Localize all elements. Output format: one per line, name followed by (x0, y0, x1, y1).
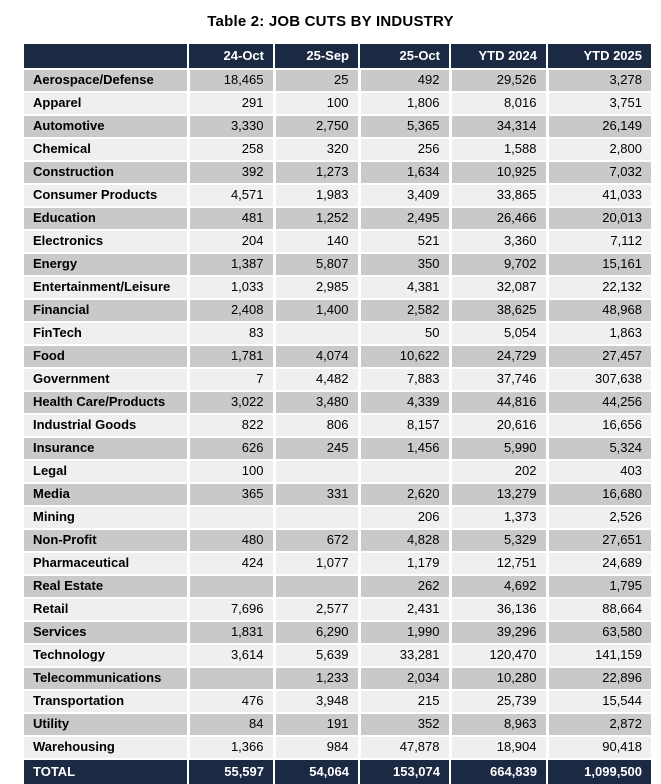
total-row (24, 759, 651, 784)
table-row (24, 299, 651, 322)
value-cell: 492 (359, 69, 450, 92)
value-cell: 202 (450, 460, 547, 483)
industry-label: Entertainment/Leisure (24, 276, 188, 299)
value-cell: 29,526 (450, 69, 547, 92)
value-cell: 33,281 (359, 644, 450, 667)
total-value-cell: 153,074 (359, 759, 450, 784)
table-row (24, 253, 651, 276)
table-body (24, 69, 651, 759)
industry-label: Non-Profit (24, 529, 188, 552)
header-row (24, 44, 651, 69)
value-cell: 5,807 (274, 253, 359, 276)
value-cell: 15,161 (547, 253, 651, 276)
value-cell: 12,751 (450, 552, 547, 575)
value-cell: 2,495 (359, 207, 450, 230)
value-cell: 27,457 (547, 345, 651, 368)
value-cell: 2,431 (359, 598, 450, 621)
value-cell: 1,806 (359, 92, 450, 115)
value-cell: 2,985 (274, 276, 359, 299)
table-row (24, 322, 651, 345)
value-cell: 2,800 (547, 138, 651, 161)
industry-label: Utility (24, 713, 188, 736)
value-cell: 15,544 (547, 690, 651, 713)
value-cell: 25,739 (450, 690, 547, 713)
value-cell: 215 (359, 690, 450, 713)
period-column-header: YTD 2025 (547, 44, 651, 69)
value-cell: 672 (274, 529, 359, 552)
value-cell: 5,329 (450, 529, 547, 552)
value-cell: 2,582 (359, 299, 450, 322)
value-cell: 1,273 (274, 161, 359, 184)
value-cell: 4,482 (274, 368, 359, 391)
value-cell: 140 (274, 230, 359, 253)
table-row (24, 115, 651, 138)
value-cell: 2,872 (547, 713, 651, 736)
value-cell: 5,324 (547, 437, 651, 460)
value-cell: 191 (274, 713, 359, 736)
table-row (24, 736, 651, 759)
value-cell: 1,400 (274, 299, 359, 322)
value-cell: 2,034 (359, 667, 450, 690)
industry-label: Electronics (24, 230, 188, 253)
value-cell: 392 (188, 161, 274, 184)
industry-label: Warehousing (24, 736, 188, 759)
value-cell: 16,656 (547, 414, 651, 437)
period-column-header: YTD 2024 (450, 44, 547, 69)
table-row (24, 230, 651, 253)
value-cell (274, 575, 359, 598)
value-cell: 3,409 (359, 184, 450, 207)
table-row (24, 667, 651, 690)
value-cell: 476 (188, 690, 274, 713)
value-cell: 18,465 (188, 69, 274, 92)
value-cell: 16,680 (547, 483, 651, 506)
industry-label: Transportation (24, 690, 188, 713)
total-value-cell: 664,839 (450, 759, 547, 784)
value-cell: 10,622 (359, 345, 450, 368)
industry-label: Government (24, 368, 188, 391)
value-cell: 424 (188, 552, 274, 575)
table-row (24, 184, 651, 207)
value-cell: 10,280 (450, 667, 547, 690)
industry-label: Construction (24, 161, 188, 184)
value-cell: 120,470 (450, 644, 547, 667)
value-cell: 5,639 (274, 644, 359, 667)
table-row (24, 598, 651, 621)
value-cell: 4,074 (274, 345, 359, 368)
value-cell: 4,828 (359, 529, 450, 552)
value-cell: 480 (188, 529, 274, 552)
value-cell: 5,990 (450, 437, 547, 460)
value-cell: 256 (359, 138, 450, 161)
value-cell: 3,614 (188, 644, 274, 667)
table-row (24, 575, 651, 598)
value-cell: 1,366 (188, 736, 274, 759)
value-cell: 9,702 (450, 253, 547, 276)
table-row (24, 437, 651, 460)
table-row (24, 92, 651, 115)
table-row (24, 69, 651, 92)
value-cell: 8,157 (359, 414, 450, 437)
value-cell: 204 (188, 230, 274, 253)
table-row (24, 552, 651, 575)
value-cell: 1,252 (274, 207, 359, 230)
value-cell: 2,750 (274, 115, 359, 138)
total-value-cell: 1,099,500 (547, 759, 651, 784)
value-cell: 1,588 (450, 138, 547, 161)
industry-label: Industrial Goods (24, 414, 188, 437)
table-row (24, 644, 651, 667)
industry-column-header (24, 44, 188, 69)
industry-label: Apparel (24, 92, 188, 115)
value-cell: 50 (359, 322, 450, 345)
value-cell: 44,256 (547, 391, 651, 414)
table-row (24, 621, 651, 644)
value-cell: 37,746 (450, 368, 547, 391)
value-cell: 1,033 (188, 276, 274, 299)
value-cell: 36,136 (450, 598, 547, 621)
table-row (24, 483, 651, 506)
table-row (24, 207, 651, 230)
value-cell: 331 (274, 483, 359, 506)
value-cell: 2,620 (359, 483, 450, 506)
value-cell: 26,149 (547, 115, 651, 138)
value-cell: 521 (359, 230, 450, 253)
value-cell: 63,580 (547, 621, 651, 644)
table-title: Table 2: JOB CUTS BY INDUSTRY (207, 13, 454, 30)
value-cell: 47,878 (359, 736, 450, 759)
value-cell: 1,863 (547, 322, 651, 345)
value-cell (188, 575, 274, 598)
industry-label: Aerospace/Defense (24, 69, 188, 92)
value-cell: 5,365 (359, 115, 450, 138)
value-cell: 39,296 (450, 621, 547, 644)
value-cell: 3,480 (274, 391, 359, 414)
value-cell: 3,278 (547, 69, 651, 92)
value-cell: 258 (188, 138, 274, 161)
industry-label: Consumer Products (24, 184, 188, 207)
value-cell: 7,112 (547, 230, 651, 253)
table-row (24, 391, 651, 414)
industry-label: Retail (24, 598, 188, 621)
value-cell: 262 (359, 575, 450, 598)
value-cell: 8,016 (450, 92, 547, 115)
industry-label: Telecommunications (24, 667, 188, 690)
value-cell: 822 (188, 414, 274, 437)
value-cell: 7,696 (188, 598, 274, 621)
industry-label: Health Care/Products (24, 391, 188, 414)
industry-label: Chemical (24, 138, 188, 161)
period-column-header: 24-Oct (188, 44, 274, 69)
value-cell: 3,330 (188, 115, 274, 138)
value-cell: 1,831 (188, 621, 274, 644)
value-cell: 7,883 (359, 368, 450, 391)
value-cell: 291 (188, 92, 274, 115)
table-row (24, 368, 651, 391)
industry-label: Food (24, 345, 188, 368)
value-cell: 3,948 (274, 690, 359, 713)
industry-label: Real Estate (24, 575, 188, 598)
table-row (24, 414, 651, 437)
value-cell: 307,638 (547, 368, 651, 391)
value-cell: 5,054 (450, 322, 547, 345)
industry-label: Legal (24, 460, 188, 483)
value-cell: 26,466 (450, 207, 547, 230)
value-cell: 1,990 (359, 621, 450, 644)
value-cell: 22,896 (547, 667, 651, 690)
value-cell: 4,381 (359, 276, 450, 299)
industry-label: Technology (24, 644, 188, 667)
job-cuts-table (24, 44, 651, 784)
value-cell: 7,032 (547, 161, 651, 184)
value-cell: 3,360 (450, 230, 547, 253)
industry-label: Services (24, 621, 188, 644)
value-cell: 32,087 (450, 276, 547, 299)
value-cell: 84 (188, 713, 274, 736)
value-cell: 88,664 (547, 598, 651, 621)
value-cell: 1,387 (188, 253, 274, 276)
value-cell: 1,795 (547, 575, 651, 598)
value-cell: 20,013 (547, 207, 651, 230)
value-cell: 3,022 (188, 391, 274, 414)
value-cell: 44,816 (450, 391, 547, 414)
value-cell: 27,651 (547, 529, 651, 552)
table-footer (24, 759, 651, 784)
industry-label: Automotive (24, 115, 188, 138)
table-row (24, 138, 651, 161)
value-cell: 352 (359, 713, 450, 736)
value-cell: 33,865 (450, 184, 547, 207)
table-row (24, 276, 651, 299)
value-cell: 25 (274, 69, 359, 92)
value-cell: 1,634 (359, 161, 450, 184)
value-cell: 2,526 (547, 506, 651, 529)
value-cell: 4,692 (450, 575, 547, 598)
value-cell: 1,456 (359, 437, 450, 460)
industry-label: Mining (24, 506, 188, 529)
table-row (24, 690, 651, 713)
table-header (24, 44, 651, 69)
value-cell: 320 (274, 138, 359, 161)
value-cell: 481 (188, 207, 274, 230)
total-value-cell: 54,064 (274, 759, 359, 784)
value-cell (274, 322, 359, 345)
value-cell: 1,077 (274, 552, 359, 575)
value-cell: 403 (547, 460, 651, 483)
value-cell: 7 (188, 368, 274, 391)
table-row (24, 345, 651, 368)
value-cell: 1,373 (450, 506, 547, 529)
industry-label: FinTech (24, 322, 188, 345)
value-cell: 806 (274, 414, 359, 437)
value-cell: 6,290 (274, 621, 359, 644)
value-cell: 350 (359, 253, 450, 276)
table-row (24, 161, 651, 184)
value-cell: 13,279 (450, 483, 547, 506)
value-cell: 365 (188, 483, 274, 506)
value-cell: 1,179 (359, 552, 450, 575)
industry-label: Energy (24, 253, 188, 276)
value-cell: 24,729 (450, 345, 547, 368)
value-cell: 1,233 (274, 667, 359, 690)
value-cell: 18,904 (450, 736, 547, 759)
value-cell: 1,781 (188, 345, 274, 368)
value-cell: 2,408 (188, 299, 274, 322)
value-cell: 90,418 (547, 736, 651, 759)
period-column-header: 25-Sep (274, 44, 359, 69)
value-cell: 100 (274, 92, 359, 115)
value-cell: 38,625 (450, 299, 547, 322)
value-cell (188, 506, 274, 529)
value-cell: 245 (274, 437, 359, 460)
value-cell: 83 (188, 322, 274, 345)
value-cell: 10,925 (450, 161, 547, 184)
value-cell: 100 (188, 460, 274, 483)
value-cell: 22,132 (547, 276, 651, 299)
value-cell: 34,314 (450, 115, 547, 138)
industry-label: Education (24, 207, 188, 230)
value-cell (274, 460, 359, 483)
industry-label: Pharmaceutical (24, 552, 188, 575)
total-value-cell: 55,597 (188, 759, 274, 784)
value-cell: 3,751 (547, 92, 651, 115)
value-cell: 626 (188, 437, 274, 460)
value-cell: 206 (359, 506, 450, 529)
value-cell: 2,577 (274, 598, 359, 621)
industry-label: Media (24, 483, 188, 506)
value-cell: 8,963 (450, 713, 547, 736)
value-cell: 4,339 (359, 391, 450, 414)
industry-label: Financial (24, 299, 188, 322)
value-cell: 48,968 (547, 299, 651, 322)
value-cell: 24,689 (547, 552, 651, 575)
table-row (24, 529, 651, 552)
value-cell: 4,571 (188, 184, 274, 207)
value-cell: 1,983 (274, 184, 359, 207)
value-cell: 20,616 (450, 414, 547, 437)
period-column-header: 25-Oct (359, 44, 450, 69)
value-cell (188, 667, 274, 690)
value-cell: 141,159 (547, 644, 651, 667)
total-label: TOTAL (24, 759, 188, 784)
table-row (24, 713, 651, 736)
value-cell (274, 506, 359, 529)
table-row (24, 506, 651, 529)
value-cell: 41,033 (547, 184, 651, 207)
table-row (24, 460, 651, 483)
value-cell: 984 (274, 736, 359, 759)
value-cell (359, 460, 450, 483)
industry-label: Insurance (24, 437, 188, 460)
